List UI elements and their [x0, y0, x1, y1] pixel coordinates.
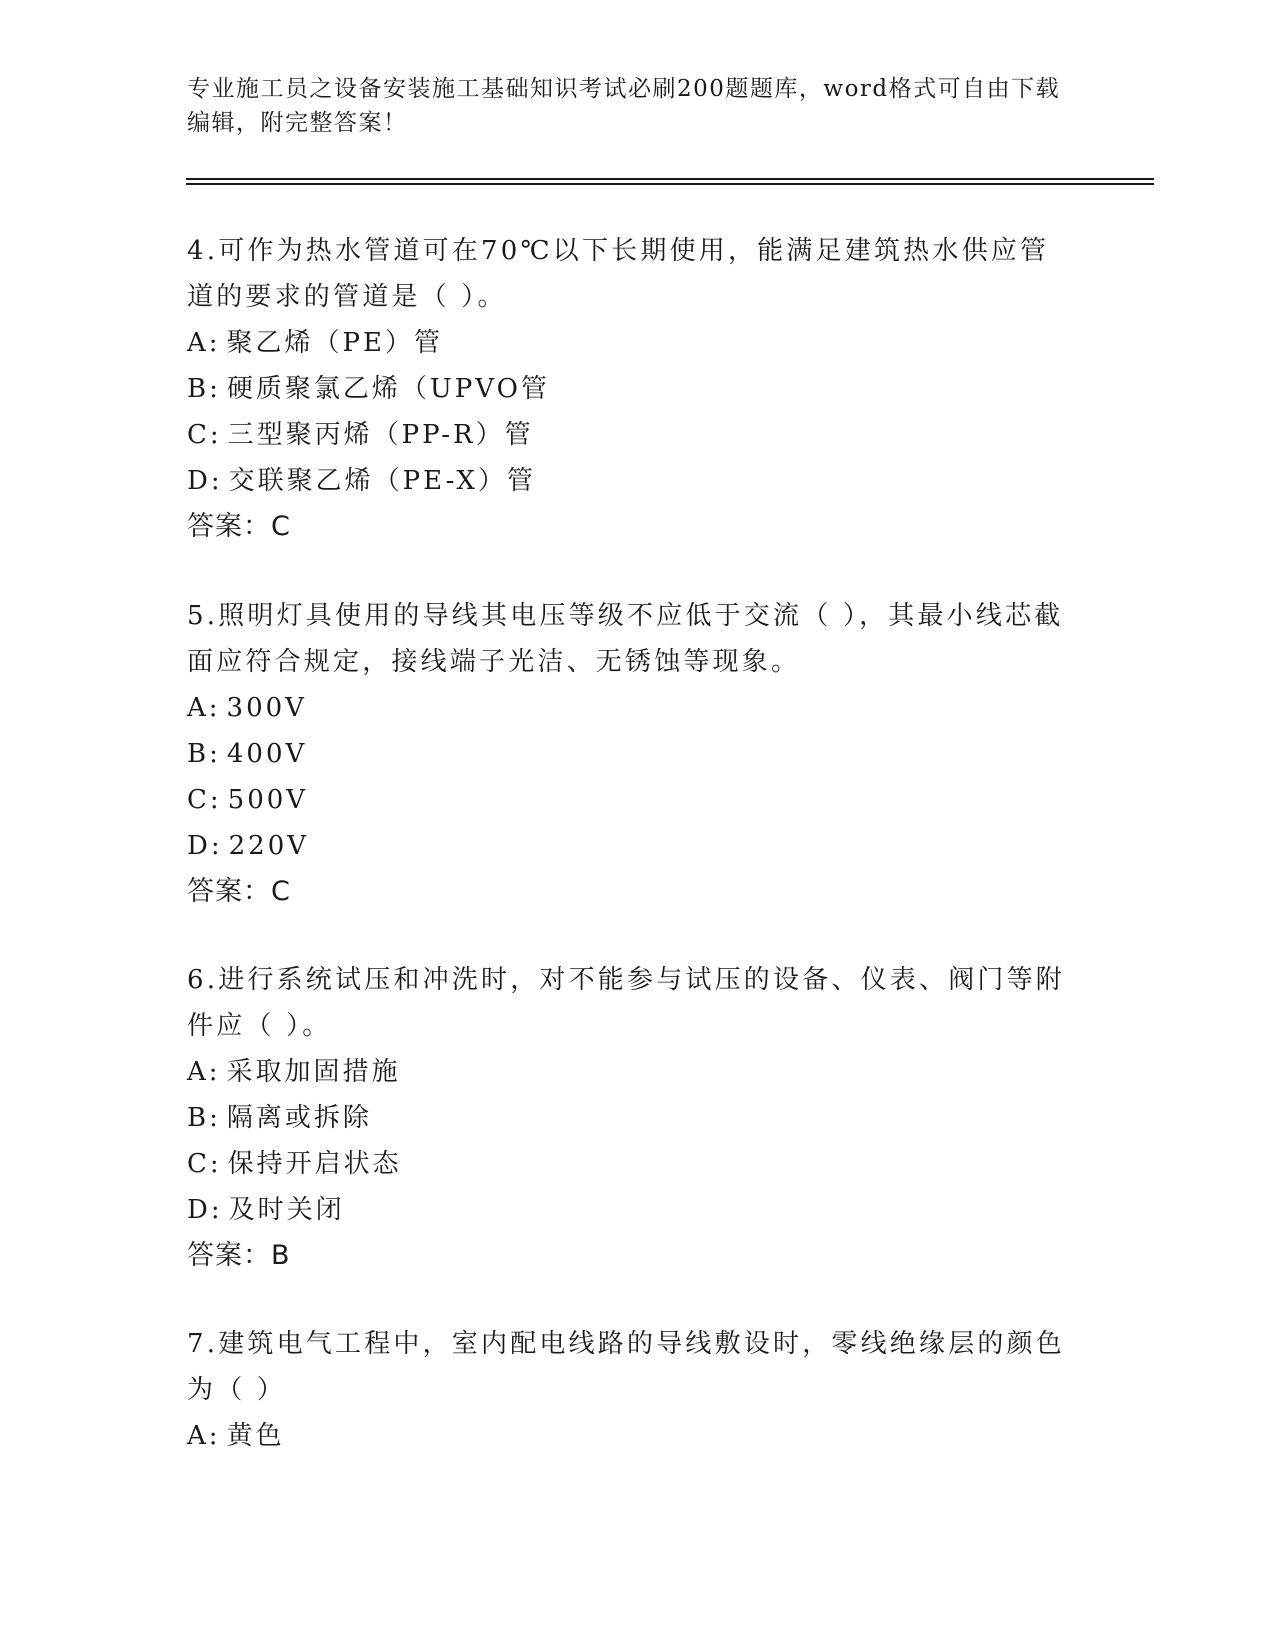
document-header: 专业施工员之设备安装施工基础知识考试必刷200题题库，word格式可自由下载编辑，附完整答案！ — [187, 76, 1061, 136]
option-d — [187, 823, 1077, 869]
option-text: 三型聚丙烯（PP-R）管 — [227, 420, 534, 450]
question-stem: 7.建筑电气工程中，室内配电线路的导线敷设时，零线绝缘层的颜色为（ ） — [187, 1329, 1066, 1405]
option-c — [187, 412, 1077, 458]
option-label: B: — [187, 1103, 221, 1133]
option-label: D: — [187, 831, 223, 861]
option-text: 硬质聚氯乙烯（UPVO管 — [226, 374, 550, 404]
option-label: C: — [187, 420, 222, 450]
option-a — [187, 1413, 1077, 1459]
answer: 答案：B — [187, 1240, 291, 1271]
option-text: 400V — [226, 739, 308, 769]
option-label: A: — [187, 1057, 221, 1087]
option-d — [187, 1187, 1077, 1233]
option-label: C: — [187, 1149, 222, 1179]
option-b — [187, 1095, 1077, 1141]
option-text: 及时关闭 — [228, 1195, 345, 1225]
option-label: C: — [187, 785, 222, 815]
option-text: 500V — [227, 785, 309, 815]
option-text: 采取加固措施 — [226, 1057, 401, 1087]
question-stem: 5.照明灯具使用的导线其电压等级不应低于交流（ ），其最小线芯截面应符合规定，接线端子光洁、无锈蚀等现象。 — [187, 601, 1064, 677]
option-label: D: — [187, 1195, 223, 1225]
question-stem: 6.进行系统试压和冲洗时，对不能参与试压的设备、仪表、阀门等附件应（ ）。 — [187, 965, 1066, 1041]
option-a — [187, 320, 1077, 366]
answer: 答案：C — [187, 511, 291, 542]
answer: 答案：C — [187, 876, 291, 907]
option-d — [187, 458, 1077, 504]
option-b — [187, 731, 1077, 777]
option-a — [187, 1049, 1077, 1095]
option-label: A: — [187, 328, 221, 358]
option-text: 隔离或拆除 — [226, 1103, 372, 1133]
option-text: 交联聚乙烯（PE-X）管 — [228, 466, 536, 496]
option-label: D: — [187, 466, 223, 496]
option-text: 黄色 — [226, 1421, 285, 1451]
option-label: B: — [187, 374, 221, 404]
option-label: B: — [187, 739, 221, 769]
question-6 — [187, 957, 1077, 1279]
option-label: A: — [187, 1421, 221, 1451]
option-b — [187, 366, 1077, 412]
option-label: A: — [187, 693, 221, 723]
option-a — [187, 685, 1077, 731]
option-text: 聚乙烯（PE）管 — [226, 328, 444, 358]
header-divider-top — [186, 178, 1154, 180]
option-text: 220V — [228, 831, 310, 861]
question-7 — [187, 1321, 1077, 1459]
option-c — [187, 1141, 1077, 1187]
question-stem: 4.可作为热水管道可在70℃以下长期使用，能满足建筑热水供应管道的要求的管道是（ ）。 — [187, 236, 1050, 312]
option-text: 300V — [226, 693, 307, 723]
question-4 — [187, 228, 1077, 550]
option-c — [187, 777, 1077, 823]
option-text: 保持开启状态 — [227, 1149, 402, 1179]
question-5 — [187, 593, 1077, 915]
header-divider-bottom — [186, 183, 1154, 185]
